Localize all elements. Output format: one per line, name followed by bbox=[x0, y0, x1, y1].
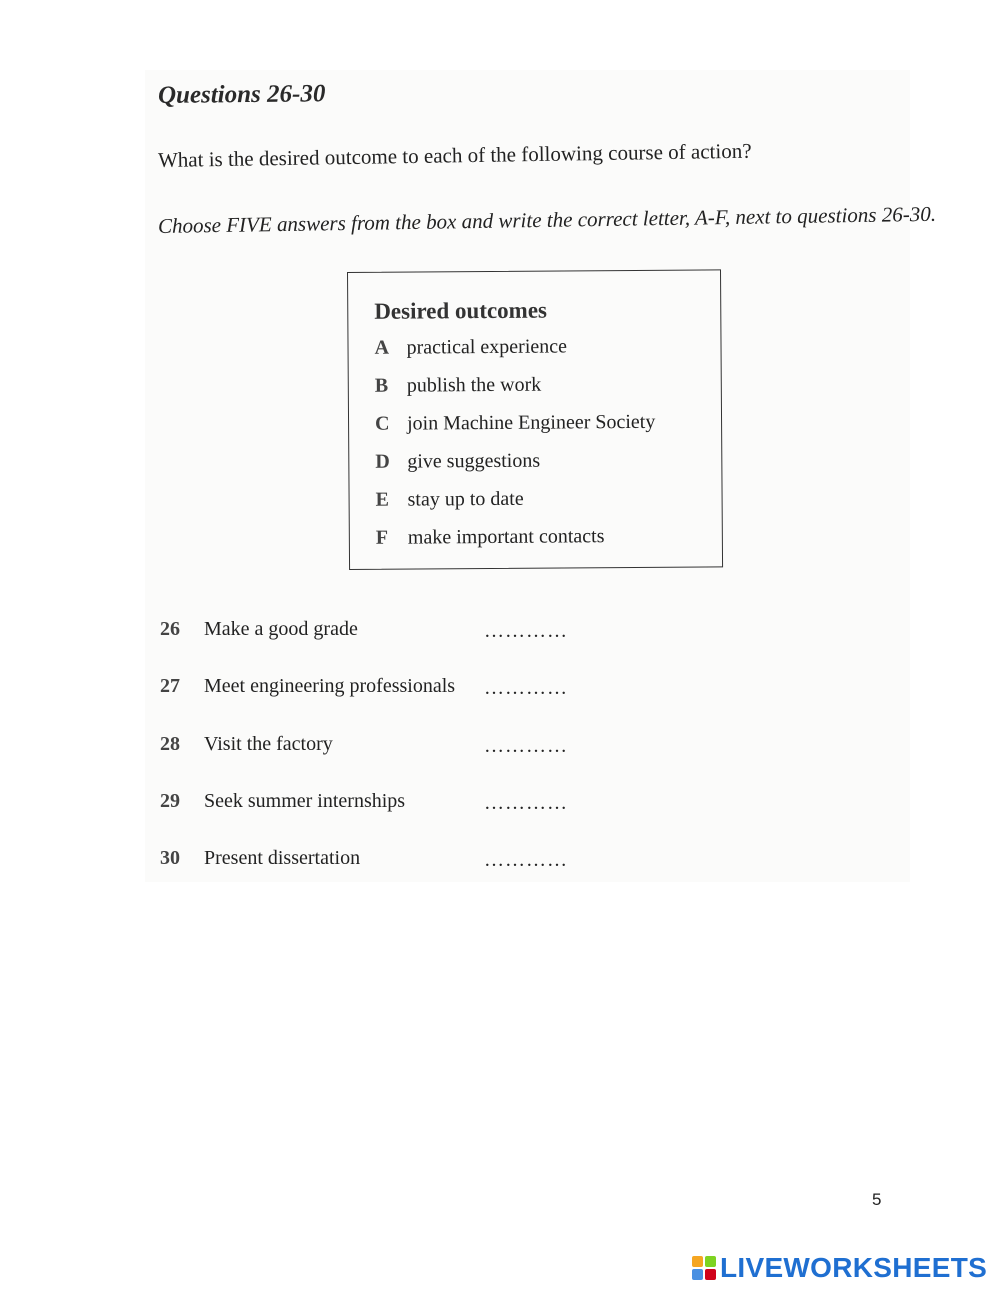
question-text: Make a good grade bbox=[204, 618, 358, 640]
option-text: stay up to date bbox=[407, 487, 524, 511]
question-text: Seek summer internships bbox=[204, 790, 406, 812]
logo-square-icon bbox=[705, 1269, 716, 1280]
option-letter: F bbox=[375, 526, 389, 549]
answer-blank[interactable]: ………… bbox=[484, 677, 568, 699]
option-d bbox=[375, 450, 540, 474]
logo-square-icon bbox=[692, 1269, 703, 1280]
answer-blank[interactable]: ………… bbox=[484, 735, 568, 757]
question-item-28 bbox=[160, 733, 568, 757]
option-a bbox=[374, 335, 567, 359]
option-text: give suggestions bbox=[407, 449, 541, 473]
question-number: 26 bbox=[160, 618, 180, 640]
question-item-27 bbox=[160, 675, 568, 699]
question-text: Meet engineering professionals bbox=[204, 675, 456, 697]
question-text: Visit the factory bbox=[204, 733, 333, 755]
instruction-text: Choose FIVE answers from the box and write the correct letter, A-F, next to questions 26-30. bbox=[157, 201, 937, 238]
option-text: practical experience bbox=[406, 335, 568, 359]
desired-outcomes-box bbox=[347, 269, 723, 570]
option-letter: C bbox=[374, 412, 390, 435]
option-c bbox=[375, 411, 655, 436]
option-letter: A bbox=[374, 336, 390, 359]
answer-blank[interactable]: ………… bbox=[484, 620, 568, 642]
option-e bbox=[376, 488, 524, 512]
option-text: make important contacts bbox=[407, 525, 605, 549]
option-b bbox=[375, 374, 542, 398]
option-letter: E bbox=[375, 488, 390, 511]
question-prompt: What is the desired outcome to each of the following course of action? bbox=[157, 138, 752, 172]
logo-square-icon bbox=[705, 1256, 716, 1267]
page-number: 5 bbox=[872, 1190, 882, 1209]
brand-name: LIVEWORKSHEETS bbox=[720, 1252, 988, 1283]
section-heading: Questions 26-30 bbox=[157, 80, 326, 109]
question-item-26 bbox=[160, 618, 568, 642]
question-text: Present dissertation bbox=[204, 847, 361, 869]
question-number: 27 bbox=[160, 675, 180, 697]
question-number: 30 bbox=[160, 847, 180, 869]
question-item-30 bbox=[160, 847, 568, 871]
question-number: 28 bbox=[160, 733, 180, 755]
liveworksheets-logo[interactable] bbox=[692, 1252, 987, 1284]
answer-blank[interactable]: ………… bbox=[484, 792, 568, 814]
liveworksheets-logo-icon bbox=[692, 1256, 716, 1280]
option-text: join Machine Engineer Society bbox=[406, 410, 656, 435]
option-letter: D bbox=[375, 450, 390, 473]
option-letter: B bbox=[374, 374, 389, 397]
question-item-29 bbox=[160, 790, 568, 814]
logo-square-icon bbox=[692, 1256, 703, 1267]
question-number: 29 bbox=[160, 790, 180, 812]
option-text: publish the work bbox=[406, 373, 542, 397]
answer-blank[interactable]: ………… bbox=[484, 849, 568, 871]
option-f bbox=[376, 525, 605, 550]
box-title: Desired outcomes bbox=[374, 297, 548, 324]
